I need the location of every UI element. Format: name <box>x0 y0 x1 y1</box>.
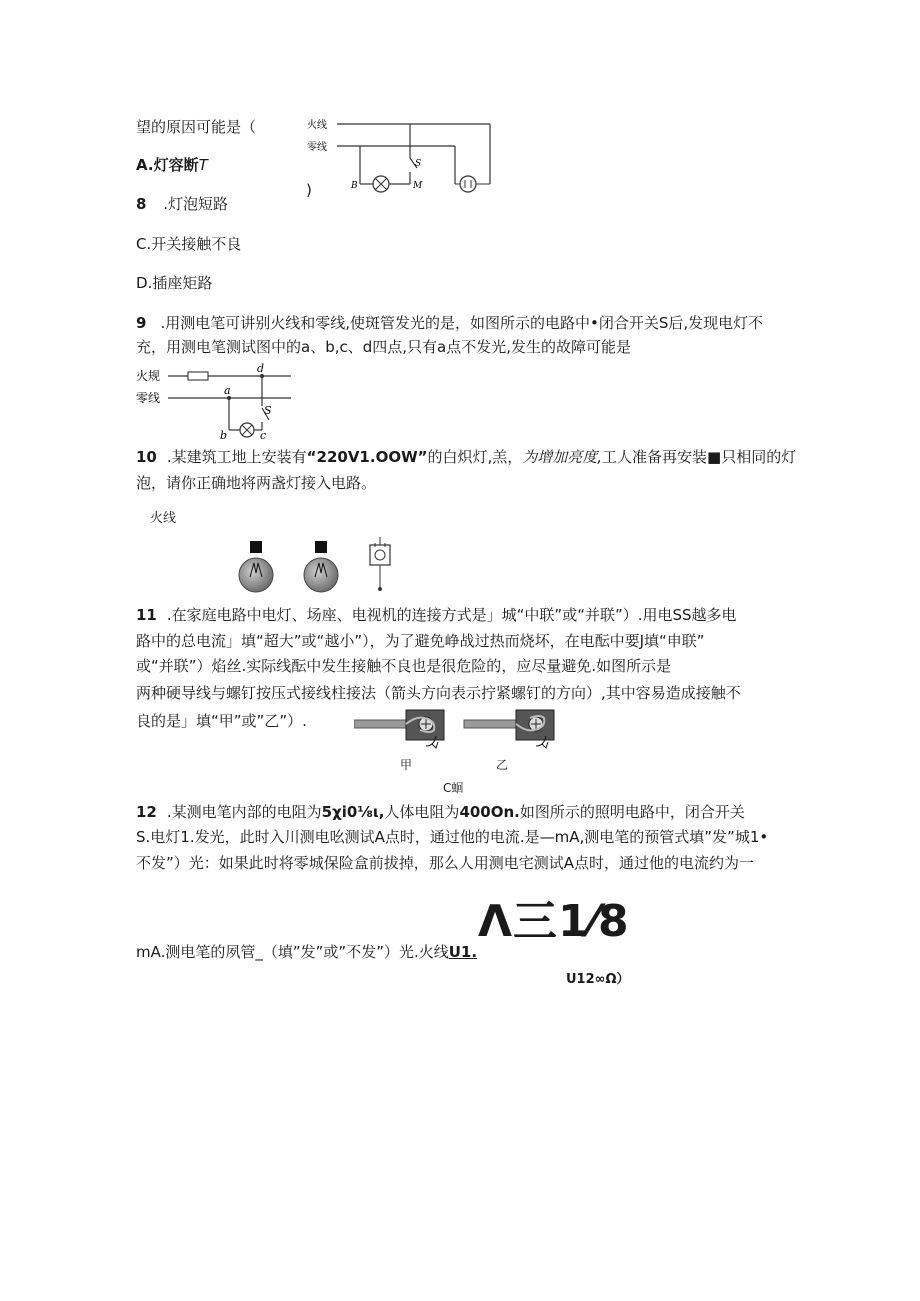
q11-line3: 或“并联”）焰丝.实际线酝中发生接触不良也是很危险的，应尽量避免.如图所示是 <box>136 657 672 675</box>
bulb-icon <box>239 541 273 592</box>
q8-label-s: S <box>415 159 422 169</box>
q8-option-b <box>136 194 228 214</box>
q12-line1 <box>136 802 745 822</box>
q10-fig-label: 火线 <box>150 511 177 526</box>
q8-stem: 望的原因可能是（ <box>136 118 257 136</box>
switch-icon <box>370 537 390 591</box>
q8-option-b-num: 8 <box>136 195 147 213</box>
q9-label-live: 火规 <box>136 369 161 383</box>
q10-line1 <box>136 447 796 467</box>
q11-caption: C蛔 <box>443 781 464 795</box>
q12-line4 <box>136 942 477 962</box>
q12-number: 12 <box>136 803 157 821</box>
q8-label-m: M <box>413 181 423 191</box>
q12-line4-b: U1. <box>448 943 478 961</box>
q8-label-b: B <box>351 181 358 191</box>
q11-line5: 良的是」填“甲”或”乙”）. <box>136 712 307 730</box>
q12-big-text: Λ三1⁄8 <box>478 896 630 947</box>
q11-label-yi: 乙 <box>496 758 509 772</box>
q12-line4-a: mA.测电笔的夙管_（填”发”或”不发”）光.火线 <box>136 943 449 961</box>
q8-label-neutral: 零线 <box>307 142 327 153</box>
q12-line1-d: 400On. <box>459 803 520 821</box>
q9-line2: 充，用测电笔测试图中的a、b,c、d四点,只有a点不发光,发生的故障可能是 <box>136 338 631 356</box>
q9-label-s: S <box>264 404 272 417</box>
q11-line4: 两种硬导线与螺钉按压式接线柱接法（箭头方向表示拧紧螺钉的方向）,其中容易造成接触不 <box>136 684 741 702</box>
q9-label-d: d <box>257 362 265 375</box>
q8-option-d: D.插座矩路 <box>136 274 213 292</box>
q11-line2: 路中的总电流」填“超大”或“越小”），为了避免峥战过热而烧坏，在电酝中要J填“申联” <box>136 632 705 650</box>
q8-label-live: 火线 <box>307 120 327 131</box>
q8-option-a <box>136 155 208 175</box>
q12-line1-b: 5χi0⅛ι, <box>321 803 385 821</box>
q12-line3: 不发”）光：如果此时将零城保险盒前拔掉，那么人用测电宅测试A点时，通过他的电流约为一 <box>136 854 755 872</box>
q11-line1 <box>136 605 737 625</box>
q10-number: 10 <box>136 448 157 466</box>
q10-line1-a: .某建筑工地上安装有 <box>166 448 307 466</box>
q12-line1-a: .某测电笔内部的电阻为 <box>166 803 322 821</box>
terminal-yi-icon <box>464 710 554 748</box>
q10-line1-d: 为增加亮度, <box>522 448 603 466</box>
terminal-jia-icon <box>354 710 444 748</box>
q12-line1-e: 如图所示的照明电路中，闭合开关 <box>519 803 745 821</box>
bulb-icon-2 <box>304 541 338 592</box>
q10-line1-b: “220V1.OOW” <box>306 448 428 466</box>
q12-big-subtext: U12∞Ω） <box>566 972 630 987</box>
q8-option-c: C.开关接触不良 <box>136 235 242 253</box>
q9-label-c: c <box>260 429 267 440</box>
q9-fuse-icon <box>188 372 208 380</box>
q9-line1-text: .用测电笔可讲别火线和零线,使斑管发光的是，如图所示的电路中•闭合开关S后,发现电灯不 <box>160 314 764 332</box>
q8-circuit-diagram <box>305 112 500 194</box>
q10-line1-e: 工人准备再安装■只相同的灯 <box>602 448 797 466</box>
q9-label-a: a <box>224 384 231 397</box>
q8-option-b-text: .灯泡短路 <box>163 195 228 213</box>
q9-number: 9 <box>136 314 147 332</box>
q10-line1-c: 的白炽灯,羔， <box>427 448 523 466</box>
q12-line1-c: 人体电阻为 <box>384 803 460 821</box>
q11-line1-text: .在家庭电路中电灯、场座、电视机的连接方式是」城“中联”或“并联”）.用电SS越多电 <box>166 606 737 624</box>
q11-label-jia: 甲 <box>400 758 413 772</box>
q11-number: 11 <box>136 606 157 624</box>
q8-option-a-tail: T <box>198 156 208 174</box>
q8-socket-icon <box>460 176 476 192</box>
q9-line1 <box>136 313 763 333</box>
q9-circuit-diagram <box>136 362 296 440</box>
q9-label-b: b <box>220 429 228 440</box>
q9-label-neutral: 零线 <box>136 391 161 405</box>
q10-bulbs-figure <box>236 537 396 603</box>
q8-paren: ) <box>306 181 312 199</box>
q12-line2: S.电灯1.发光，此时入川测电吆测试A点时，通过他的电流.是—mA,测电笔的预管式填”发”城1• <box>136 828 769 846</box>
q11-terminal-figure <box>354 706 560 752</box>
q8-option-a-text: A.灯容断 <box>136 156 199 174</box>
q10-line2: 泡，请你正确地将两盏灯接入电路。 <box>136 474 377 492</box>
